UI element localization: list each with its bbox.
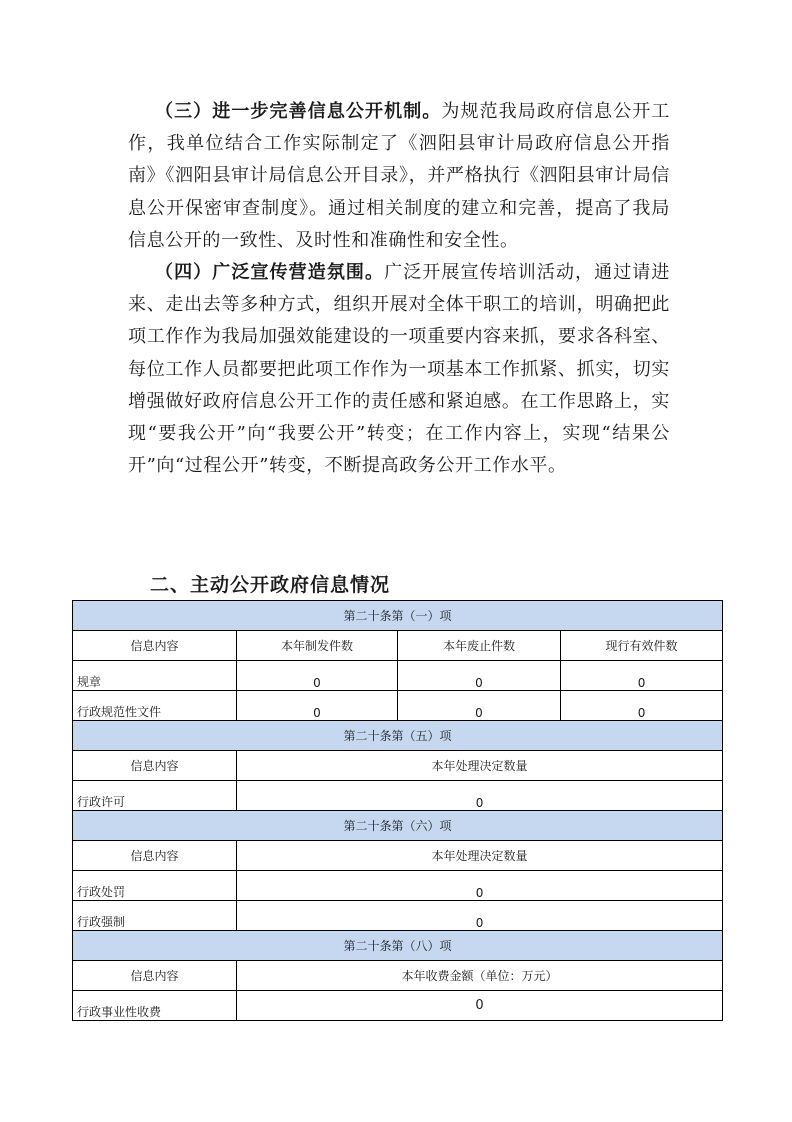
band-row-art6 xyxy=(73,811,723,841)
value-cell: 0 xyxy=(237,901,723,931)
header-row-art5 xyxy=(73,751,723,781)
header-cell: 信息内容 xyxy=(73,961,237,991)
header-cell: 信息内容 xyxy=(73,751,237,781)
value-cell: 0 xyxy=(237,661,398,691)
disclosure-table xyxy=(72,600,723,1021)
header-cell: 本年处理决定数量 xyxy=(237,751,723,781)
paragraph-4-lead: （四）广泛宣传营造氛围。 xyxy=(155,262,385,284)
paragraph-4-text: 广泛开展宣传培训活动，通过请进来、走出去等多种方式，组织开展对全体干职工的培训，明确把此项工作作为我局加强效能建设的一项重要内容来抓，要求各科室、每位工作人员都要把此项工作作为一项基本工作抓紧、抓实，切实增强做好政府信息公开工作的责任感和紧迫感。在工作思路上，实现“要我公开”向“我要公开”转变；在工作内容上，实现“结果公开”向“过程公开”转变，不断提高政务公开工作水平。 xyxy=(128,262,670,477)
band-title-art5: 第二十条第（五）项 xyxy=(73,721,723,751)
header-cell: 本年处理决定数量 xyxy=(237,841,723,871)
paragraph-3-lead: （三）进一步完善信息公开机制。 xyxy=(155,101,442,122)
row-label: 行政强制 xyxy=(73,901,237,931)
section-heading: 二、主动公开政府信息情况 xyxy=(150,574,391,596)
band-row-art8 xyxy=(73,931,723,961)
header-cell: 信息内容 xyxy=(73,631,237,661)
value-cell: 0 xyxy=(561,661,723,691)
table-row xyxy=(73,991,723,1021)
band-row-art5 xyxy=(73,721,723,751)
value-cell: 0 xyxy=(398,691,561,721)
band-title-art1: 第二十条第（一）项 xyxy=(73,601,723,631)
header-row-art6 xyxy=(73,841,723,871)
value-cell: 0 xyxy=(237,781,723,811)
table-row xyxy=(73,781,723,811)
band-title-art6: 第二十条第（六）项 xyxy=(73,811,723,841)
row-label: 行政规范性文件 xyxy=(73,691,237,721)
header-cell: 现行有效件数 xyxy=(561,631,723,661)
header-row-art1 xyxy=(73,631,723,661)
value-cell: 0 xyxy=(237,871,723,901)
header-cell: 本年废止件数 xyxy=(398,631,561,661)
value-cell: 0 xyxy=(561,691,723,721)
band-row-art1 xyxy=(73,601,723,631)
band-title-art8: 第二十条第（八）项 xyxy=(73,931,723,961)
row-label: 规章 xyxy=(73,661,237,691)
table-row xyxy=(73,901,723,931)
header-cell: 信息内容 xyxy=(73,841,237,871)
row-label: 行政事业性收费 xyxy=(73,991,237,1021)
value-cell: 0 xyxy=(398,661,561,691)
row-label: 行政许可 xyxy=(73,781,237,811)
header-row-art8 xyxy=(73,961,723,991)
header-cell: 本年制发件数 xyxy=(237,631,398,661)
table-row xyxy=(73,661,723,691)
paragraph-4 xyxy=(128,257,670,482)
value-cell: 0 xyxy=(237,691,398,721)
paragraph-3 xyxy=(128,96,670,257)
header-cell: 本年收费金额（单位：万元） xyxy=(237,961,723,991)
body-text xyxy=(128,96,670,482)
table-row xyxy=(73,691,723,721)
paragraph-3-text: 为规范我局政府信息公开工作，我单位结合工作实际制定了《泗阳县审计局政府信息公开指南》《泗阳县审计局信息公开目录》，并严格执行《泗阳县审计局信息公开保密审查制度》。通过相关制度的建立和完善，提高了我局信息公开的一致性、及时性和准确性和安全性。 xyxy=(128,101,671,251)
row-label: 行政处罚 xyxy=(73,871,237,901)
value-cell: 0 xyxy=(237,991,723,1021)
table-row xyxy=(73,871,723,901)
